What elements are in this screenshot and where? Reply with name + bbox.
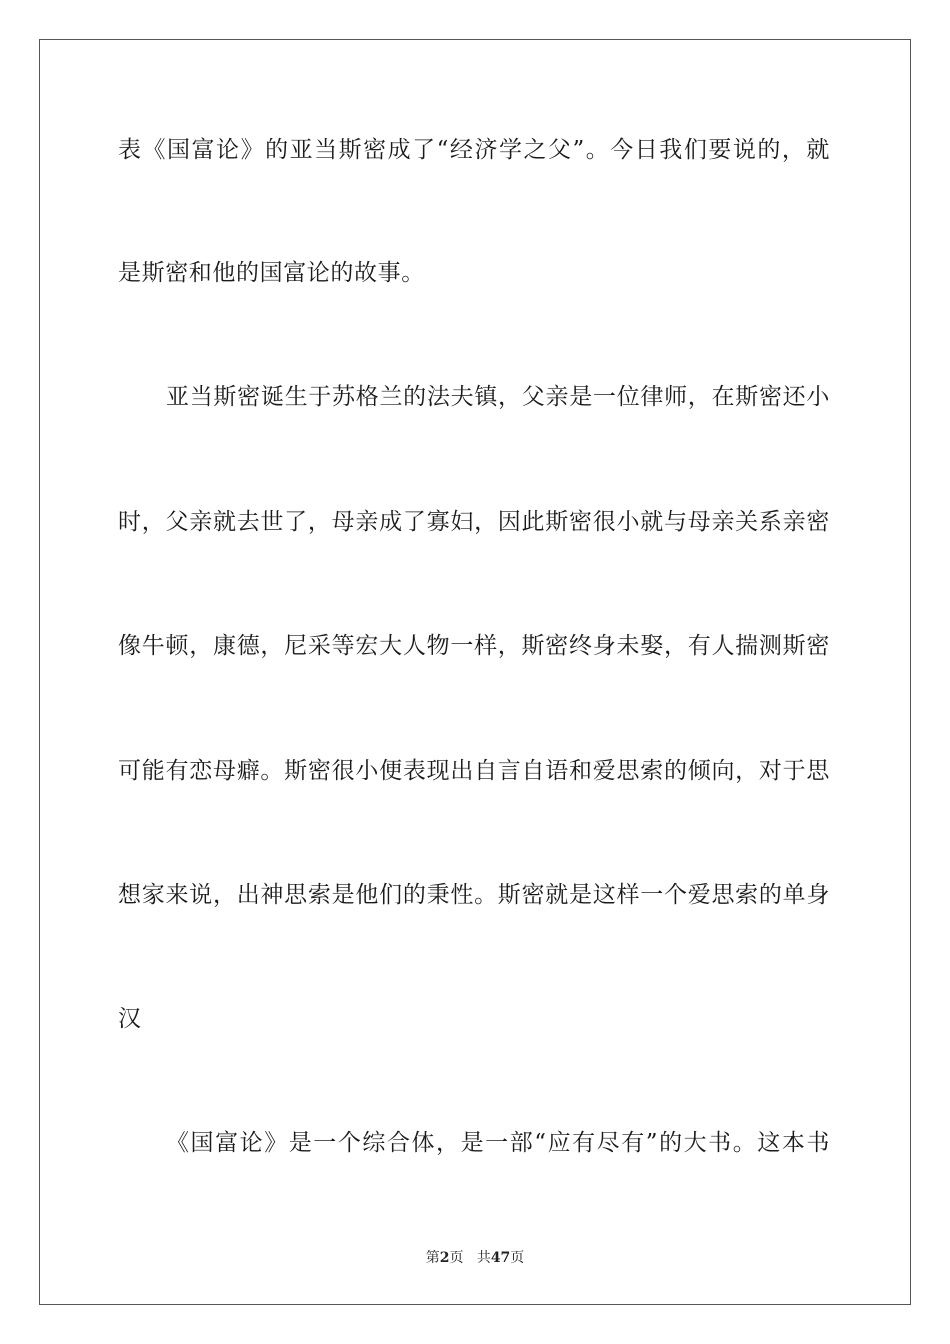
total-pages: 47 — [490, 1250, 511, 1266]
page-footer — [0, 1249, 950, 1267]
body-text-line: 像牛顿，康德，尼采等宏大人物一样，斯密终身未娶，有人揣测斯密 — [118, 633, 830, 659]
page-label-prefix: 第 — [425, 1250, 440, 1266]
body-text-line: 想家来说，出神思索是他们的秉性。斯密就是这样一个爱思索的单身 — [118, 882, 830, 908]
total-label-prefix: 共 — [476, 1250, 491, 1266]
body-text-line: 汉 — [118, 1006, 142, 1032]
paragraph-start-line: 《国富论》是一个综合体，是一部“应有尽有”的大书。这本书 — [166, 1130, 830, 1156]
paragraph-start-line: 亚当斯密诞生于苏格兰的法夫镇，父亲是一位律师，在斯密还小 — [166, 384, 830, 410]
total-label-suffix: 页 — [510, 1250, 525, 1266]
body-text-line: 可能有恋母癖。斯密很小便表现出自言自语和爱思索的倾向，对于思 — [118, 758, 830, 784]
body-text-line: 是斯密和他的国富论的故事。 — [118, 260, 425, 286]
body-text-line: 时，父亲就去世了，母亲成了寡妇，因此斯密很小就与母亲关系亲密 — [118, 509, 830, 535]
page-label-suffix: 页 — [449, 1250, 464, 1266]
page-number: 2 — [439, 1250, 450, 1266]
page-border — [39, 39, 911, 1305]
body-text-line: 表《国富论》的亚当斯密成了“经济学之父”。今日我们要说的，就 — [118, 137, 830, 163]
